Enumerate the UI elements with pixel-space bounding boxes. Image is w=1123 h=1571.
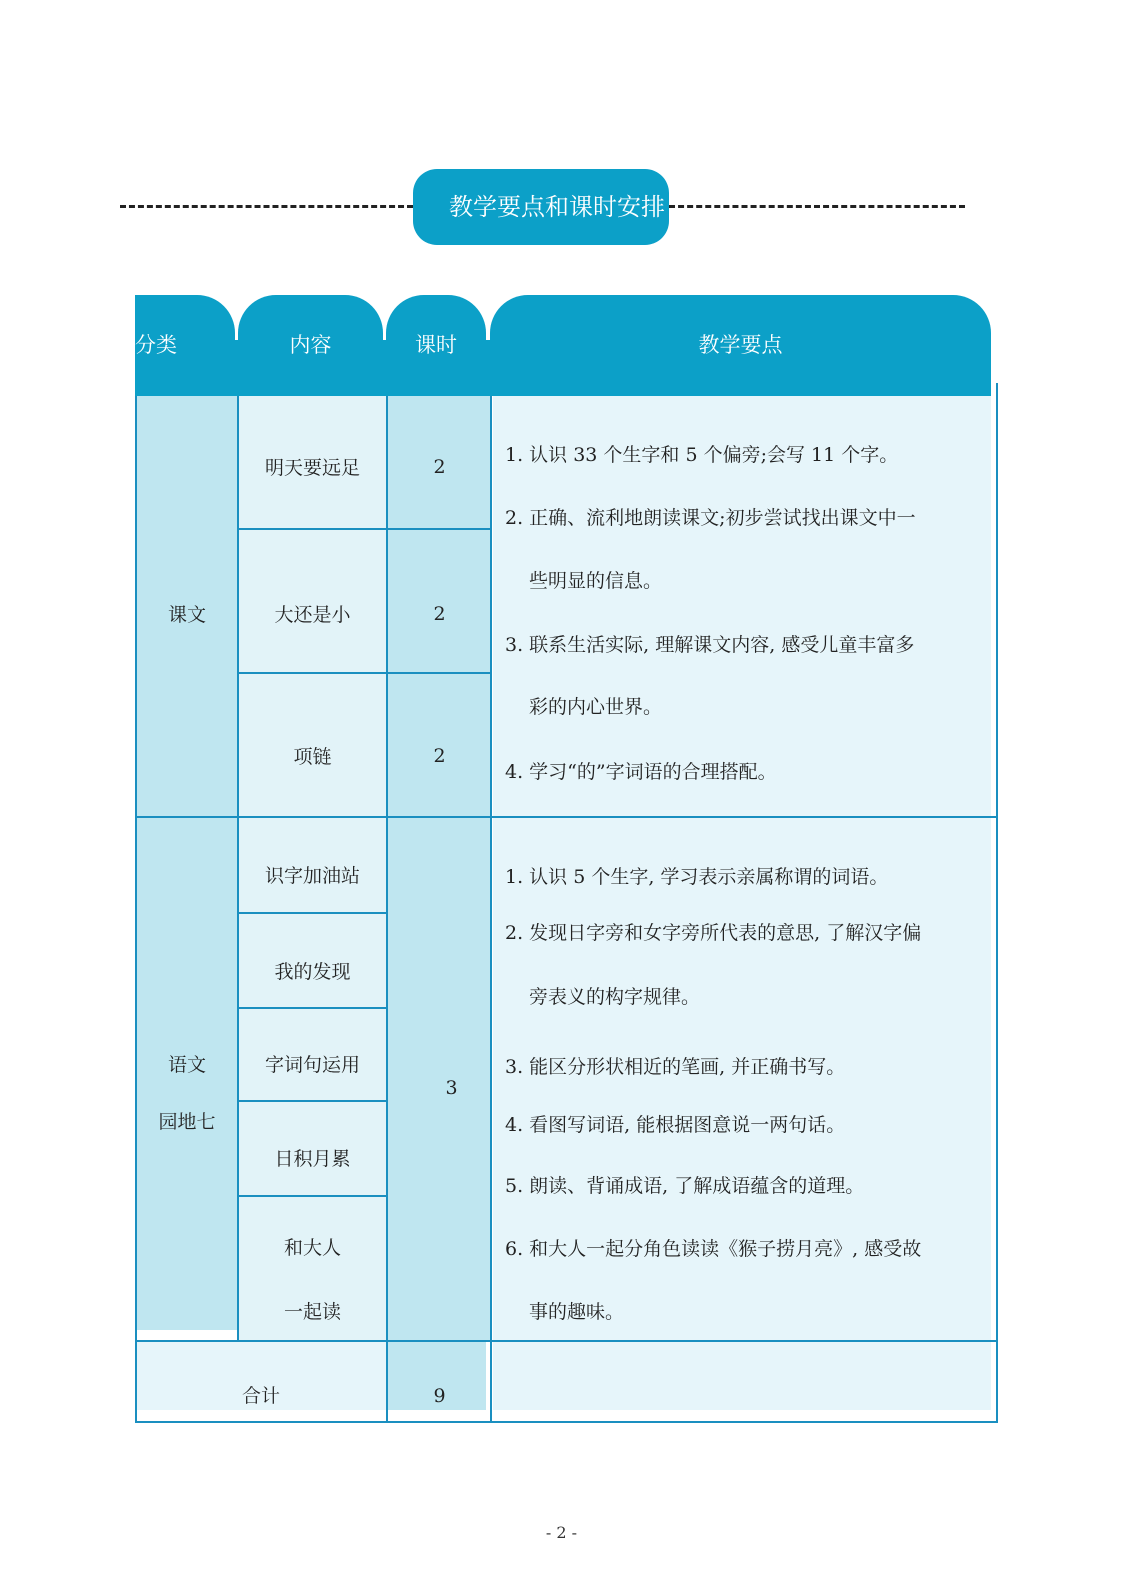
grid-line [238,528,491,530]
item-name: 我的发现 [274,961,351,983]
category-label: 语文 [167,1054,206,1076]
point-line: 3. 能区分形状相近的笔画, 并正确书写。 [505,1056,846,1078]
title-dash-right [669,205,965,208]
category-label: 园地七 [158,1111,216,1133]
item-name: 识字加油站 [264,865,360,887]
point-line: 2. 正确、流利地朗读课文;初步尝试找出课文中一 [505,507,916,529]
point-line: 彩的内心世界。 [529,696,663,718]
point-line: 1. 认识 33 个生字和 5 个偏旁;会写 11 个字。 [505,444,899,466]
hours-column-bg [388,396,491,1340]
point-line: 6. 和大人一起分角色读读《猴子捞月亮》, 感受故 [505,1238,922,1260]
total-hours: 9 [433,1385,446,1407]
grid-line [136,816,997,818]
item-name: 字词句运用 [264,1054,360,1076]
grid-line [238,1007,387,1009]
page-number: - 2 - [545,1523,578,1542]
item-name: 大还是小 [274,604,351,626]
grid-line [238,1195,387,1197]
point-line: 5. 朗读、背诵成语, 了解成语蕴含的道理。 [505,1175,865,1197]
header-hours: 课时 [386,295,486,396]
header-content: 内容 [238,295,383,396]
title-dash-left [120,205,413,208]
header-category: 分类 [135,295,235,396]
section-title: 教学要点和课时安排 [413,169,669,245]
item-name: 和大人 [283,1237,341,1259]
item-name: 一起读 [283,1301,341,1323]
grid-line [238,1100,387,1102]
point-line: 旁表义的构字规律。 [529,986,701,1008]
point-line: 4. 看图写词语, 能根据图意说一两句话。 [505,1114,846,1136]
grid-line [135,1421,998,1423]
item-name: 日积月累 [274,1148,351,1170]
point-line: 些明显的信息。 [529,570,663,592]
grid-line [238,672,491,674]
grid-line [136,1340,997,1342]
point-line: 1. 认识 5 个生字, 学习表示亲属称谓的词语。 [505,866,889,888]
total-points-bg [493,1342,991,1410]
item-hours: 2 [433,603,446,625]
header-points: 教学要点 [490,295,991,396]
category-label: 课文 [167,604,206,626]
grid-line [386,396,388,1422]
point-line: 4. 学习“的”字词语的合理搭配。 [505,761,777,783]
item-name: 项链 [293,746,332,768]
grid-line [238,912,387,914]
item-name: 明天要远足 [264,457,360,479]
total-label: 合计 [241,1385,280,1407]
point-line: 事的趣味。 [529,1301,625,1323]
item-hours: 3 [445,1077,458,1099]
grid-line [135,396,137,1422]
item-hours: 2 [433,456,446,478]
grid-line [490,396,492,1422]
point-line: 3. 联系生活实际, 理解课文内容, 感受儿童丰富多 [505,634,915,656]
grid-line [996,383,998,1422]
item-hours: 2 [433,745,446,767]
point-line: 2. 发现日字旁和女字旁所代表的意思, 了解汉字偏 [505,922,922,944]
